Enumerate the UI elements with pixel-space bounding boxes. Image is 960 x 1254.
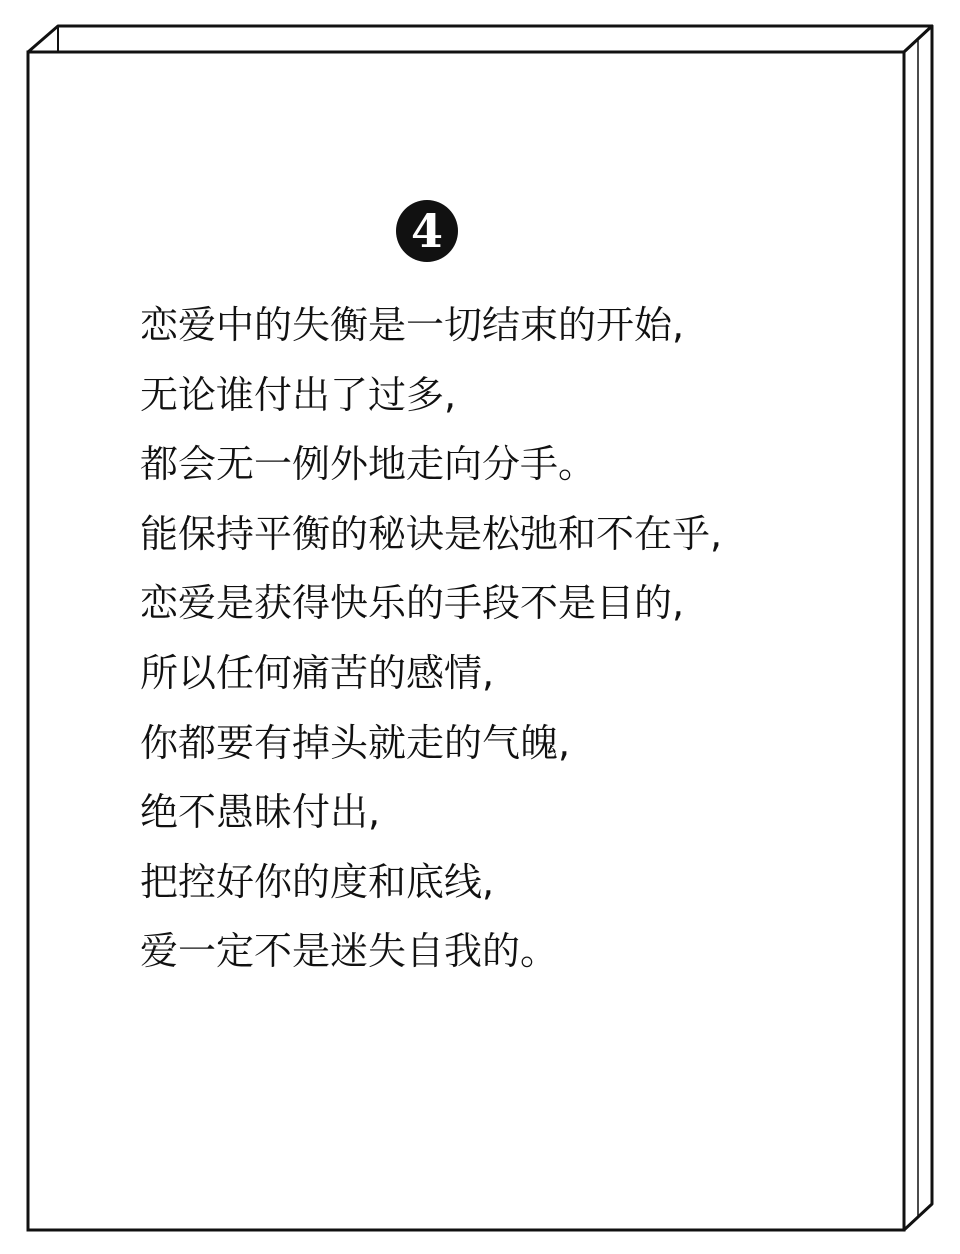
poem-line: 恋爱是获得快乐的手段不是目的, bbox=[140, 581, 685, 626]
poem-line: 无论谁付出了过多, bbox=[140, 372, 457, 417]
poem-line: 爱一定不是迷失自我的。 bbox=[140, 929, 559, 974]
poem-line: 能保持平衡的秘诀是松弛和不在乎, bbox=[140, 511, 723, 556]
poem-line: 把控好你的度和底线, bbox=[140, 859, 495, 904]
poem-line: 绝不愚昧付出, bbox=[140, 790, 381, 835]
poem-text bbox=[140, 296, 860, 992]
poem-line: 你都要有掉头就走的气魄, bbox=[140, 720, 571, 765]
section-number-badge: 4 bbox=[396, 200, 458, 262]
poem-line: 恋爱中的失衡是一切结束的开始, bbox=[140, 303, 685, 347]
poem-line: 都会无一例外地走向分手。 bbox=[140, 442, 597, 487]
poem-line: 所以任何痛苦的感情, bbox=[140, 650, 495, 695]
